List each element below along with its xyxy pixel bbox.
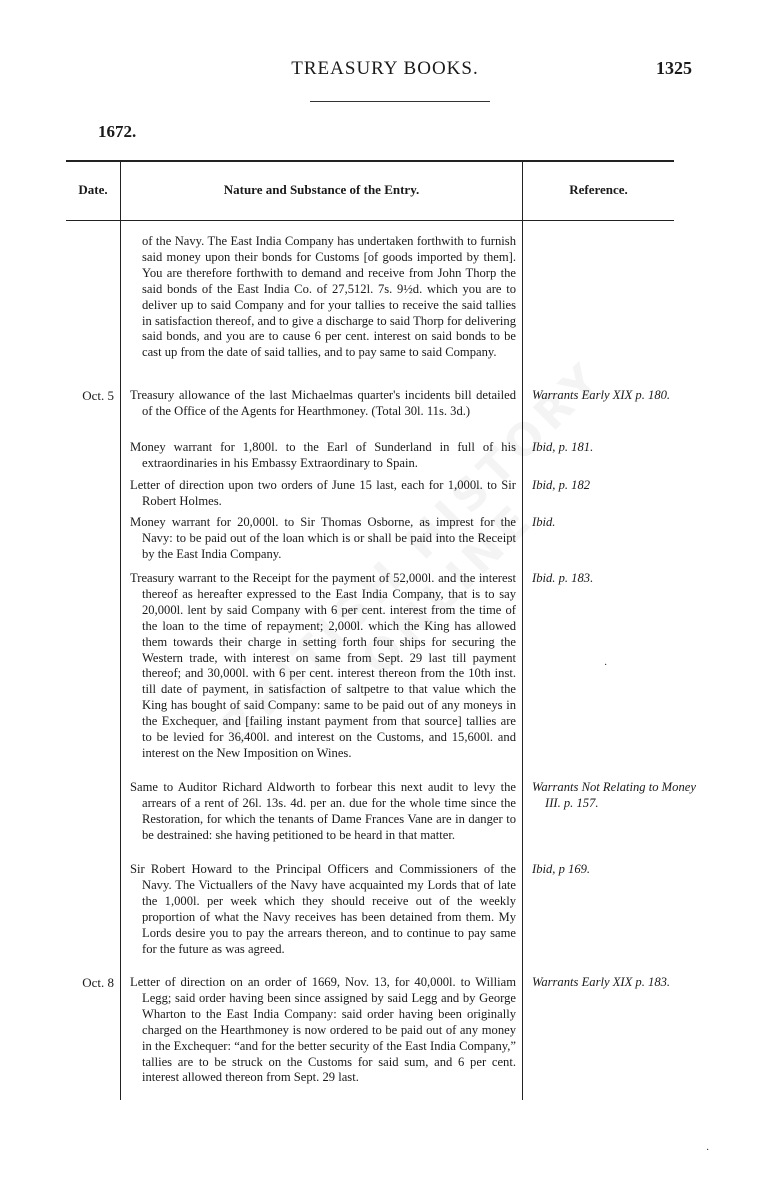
date-column-divider bbox=[120, 160, 121, 1100]
entry-reference: Warrants Early XIX p. 180. bbox=[532, 388, 671, 402]
print-speck: · bbox=[604, 660, 608, 671]
entry-date: Oct. 5 bbox=[82, 388, 114, 403]
entry-reference: Warrants Not Relating to Money III. p. 157. bbox=[532, 780, 696, 810]
entry-date: Oct. 8 bbox=[82, 975, 114, 990]
table-header-rule bbox=[66, 220, 674, 221]
page-number: 1325 bbox=[656, 58, 692, 78]
entry-text: Same to Auditor Richard Aldworth to forbear this next audit to levy the arrears of a rent of 26l. 13s. 4d. per an. due for the whole time since the Restoration, for which the tenants of Dame Frances Vane are in danger to be destrained: she having petitioned to be heard in that matter. bbox=[130, 780, 516, 842]
entry-text: Sir Robert Howard to the Principal Officers and Commissioners of the Navy. The Victuallers of the Navy have acquainted my Lords that of late the 1,000l. per week which they should receive out of the weekly proportion of what the Navy receives has been detained from them. My Lords desire you to pay the arrears thereon, and to continue to pay same for the future as was agreed. bbox=[130, 862, 516, 956]
print-speck: · bbox=[706, 1145, 710, 1156]
entry-text: Treasury warrant to the Receipt for the payment of 52,000l. and the interest thereof as hereafter expressed to the East India Company, that is to say 20,000l. lent by said Company with 6 per cent. interest from the time of the loan to the time of repayment; 2,000l. which the King has allowed them towards their charge in setting forth four ships for securing the Western trade, with interest on same from Sept. 29 last till payment thereof; and 30,000l. with 6 per cent. interest thereon from the 10th inst. till date of payment, in satisfaction of saltpetre to that value which the King has bought of said Company: same to be paid out of any moneys in the Exchequer, and [failing instant payment from that source] tallies are to be levied for 36,400l. and interest on the Customs, and 15,600l. and interest on the New Imposition on Wines. bbox=[130, 571, 516, 760]
entry-text: Letter of direction on an order of 1669, Nov. 13, for 40,000l. to William Legg; said order having been since assigned by said Legg and by George Wharton to the East India Company: said order having been originally charged on the Hearthmoney is now ordered to be paid out of any money in the Exchequer: “and for the better security of the East India Company,” tallies are to be struck on the Customs for said sum, and 6 per cent. interest allowed thereon from Sept. 29 last. bbox=[130, 975, 516, 1085]
column-header-nature: Nature and Substance of the Entry. bbox=[223, 182, 420, 197]
entry-reference: Ibid, p 169. bbox=[532, 862, 591, 876]
entry-text: Money warrant for 20,000l. to Sir Thomas Osborne, as imprest for the Navy: to be paid out of the loan which is or shall be paid into the Receipt by the East India Company. bbox=[130, 515, 516, 561]
reference-column-divider bbox=[522, 160, 523, 1100]
entry-text: Money warrant for 1,800l. to the Earl of Sunderland in full of his extraordinaries in his Embassy Extraordinary to Spain. bbox=[130, 440, 516, 470]
year-heading: 1672. bbox=[98, 122, 137, 141]
entry-text: of the Navy. The East India Company has undertaken forthwith to furnish said money upon their bonds for Customs [of goods imported by them]. You are therefore forthwith to demand and receive from John Thorp the said bonds of the East India Co. of 27,512l. 7s. 9½d. which you are to deliver up to said Company and for your tallies to receive the said tallies in satisfaction thereof, and to give a discharge to said Thorp for delivering said bonds, and you are to cause 6 per cent. interest on said bonds to be cast up from the date of said tallies, and to pay same to said Company. bbox=[142, 234, 516, 360]
entry-text: Letter of direction upon two orders of June 15 last, each for 1,000l. to Sir Robert Holmes. bbox=[130, 478, 516, 508]
column-header-reference: Reference. bbox=[569, 182, 628, 197]
header-rule bbox=[310, 101, 490, 102]
column-header-date: Date. bbox=[78, 182, 108, 197]
entry-reference: Ibid. p. 183. bbox=[532, 571, 594, 585]
entry-reference: Warrants Early XIX p. 183. bbox=[532, 975, 671, 989]
table-top-rule bbox=[66, 160, 674, 162]
entry-text: Treasury allowance of the last Michaelmas quarter's incidents bill detailed of the Office of the Agents for Hearthmoney. (Total 30l. 11s. 3d.) bbox=[130, 388, 516, 418]
entry-reference: Ibid. bbox=[532, 515, 556, 529]
entry-reference: Ibid, p. 182 bbox=[532, 478, 591, 492]
entry-reference: Ibid, p. 181. bbox=[532, 440, 594, 454]
running-title: TREASURY BOOKS. bbox=[291, 58, 479, 79]
